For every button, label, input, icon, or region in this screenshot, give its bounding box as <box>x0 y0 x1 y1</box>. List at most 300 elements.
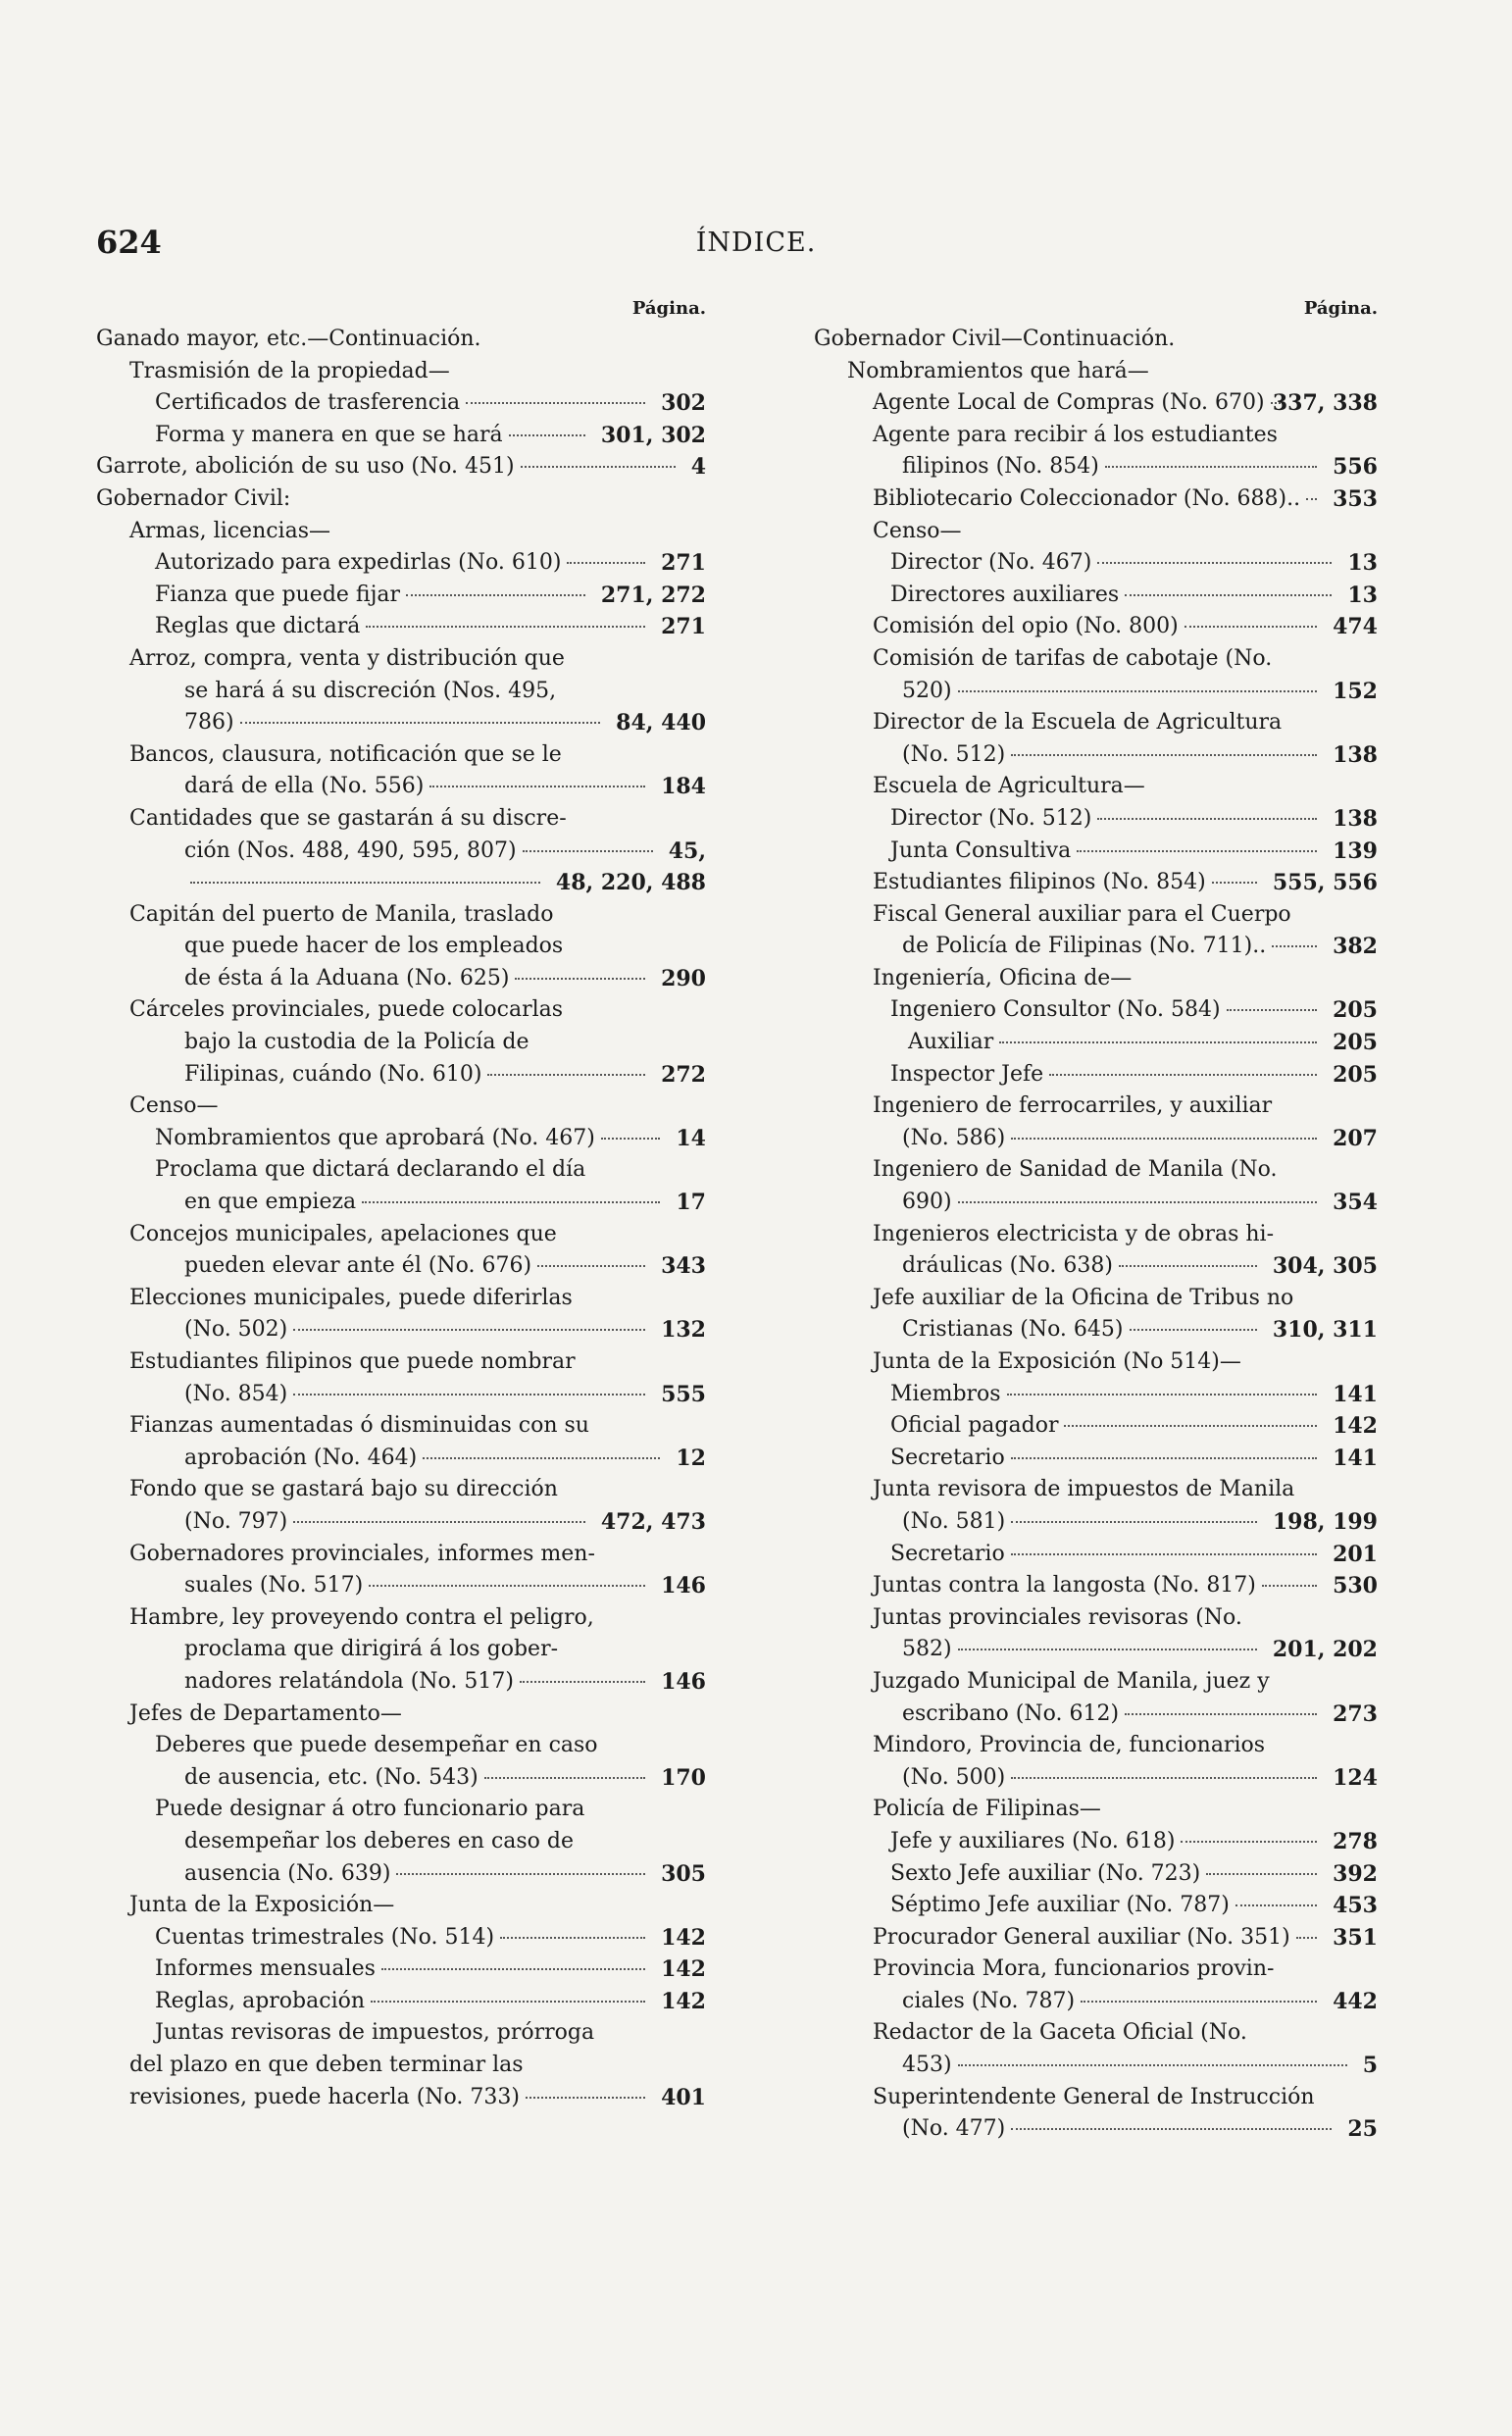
leader-dots <box>1262 1585 1317 1587</box>
entry-text: bajo la custodia de la Policía de <box>184 1030 529 1055</box>
entry-text: Fianza que puede fijar <box>155 582 401 607</box>
index-entry <box>96 1539 706 1571</box>
index-entry <box>814 324 1378 356</box>
entry-text: desempeñar los deberes en caso de <box>184 1828 575 1853</box>
page-reference: 453 <box>1333 1893 1378 1919</box>
index-entry <box>814 356 1378 388</box>
leader-dots <box>1181 1841 1317 1843</box>
entry-text: Director de la Escuela de Agricultura <box>873 710 1283 736</box>
entry-text: 453) <box>902 2053 952 2078</box>
column-head-label: Página. <box>1303 298 1378 319</box>
entry-text: Arroz, compra, venta y distribución que <box>129 645 565 671</box>
leader-dots <box>567 562 645 564</box>
page-reference: 138 <box>1333 805 1378 832</box>
entry-text: Agente Local de Compras (No. 670) <box>873 390 1265 416</box>
page-reference: 184 <box>661 774 706 800</box>
page-reference: 343 <box>661 1253 706 1280</box>
entry-text: Jefes de Departamento— <box>129 1700 402 1726</box>
entry-text: Armas, licencias— <box>129 518 331 543</box>
index-entry <box>814 1634 1378 1666</box>
page-reference: 146 <box>661 1668 706 1695</box>
entry-text: suales (No. 517) <box>184 1573 364 1599</box>
leader-dots <box>293 1394 645 1396</box>
entry-text: Censo— <box>873 518 962 543</box>
leader-dots <box>1081 2001 1317 2003</box>
index-entry <box>814 643 1378 676</box>
index-entry <box>814 1346 1378 1379</box>
entry-text: Ganado mayor, etc.—Continuación. <box>96 327 481 351</box>
page-reference: 555 <box>661 1381 706 1407</box>
entry-text: aprobación (No. 464) <box>184 1445 418 1470</box>
index-entry <box>96 1187 706 1219</box>
leader-dots <box>1011 1521 1257 1523</box>
page-reference: 146 <box>661 1573 706 1599</box>
entry-text: Gobernadores provinciales, informes men- <box>129 1541 595 1566</box>
entry-text: de Policía de Filipinas (No. 711).. <box>902 934 1267 959</box>
index-entry <box>96 611 706 643</box>
entry-text: Superintendente General de Instrucción <box>873 2084 1315 2109</box>
index-entry <box>814 611 1378 643</box>
leader-dots <box>1212 882 1257 884</box>
index-entry <box>96 899 706 932</box>
leader-dots <box>1125 1713 1317 1715</box>
index-entry <box>96 1474 706 1506</box>
entry-text: Estudiantes filipinos (No. 854) <box>873 870 1206 895</box>
entry-text: proclama que dirigirá á los gober- <box>184 1637 559 1662</box>
index-entry <box>96 1154 706 1187</box>
index-entry <box>96 324 706 356</box>
leader-dots <box>1235 1904 1317 1906</box>
page-reference: 201 <box>1333 1541 1378 1567</box>
entry-text: Junta revisora de impuestos de Manila <box>873 1477 1295 1502</box>
left-column <box>96 294 706 2113</box>
entry-text: del plazo en que deben terminar las <box>129 2053 524 2078</box>
index-entry <box>814 1858 1378 1891</box>
entry-text: Concejos municipales, apelaciones que <box>129 1221 557 1246</box>
page-reference: 273 <box>1333 1700 1378 1727</box>
page-reference: 142 <box>661 1956 706 1983</box>
leader-dots <box>1007 1394 1317 1396</box>
index-entry <box>814 963 1378 995</box>
entry-text: ausencia (No. 639) <box>184 1860 391 1886</box>
entry-text: Ingeniero de Sanidad de Manila (No. <box>873 1157 1278 1183</box>
entry-text: 520) <box>902 678 952 703</box>
entry-text: Provincia Mora, funcionarios provin- <box>873 1956 1275 1982</box>
entry-text: Directores auxiliares <box>890 582 1120 607</box>
index-entry <box>96 1890 706 1922</box>
leader-dots <box>1130 1329 1257 1331</box>
page-reference: 14 <box>676 1125 706 1151</box>
entry-text: (No. 512) <box>902 741 1006 767</box>
leader-dots <box>1105 466 1317 468</box>
leader-dots <box>958 1649 1257 1650</box>
index-entry <box>814 1602 1378 1635</box>
leader-dots <box>958 690 1317 692</box>
page-reference: 271 <box>661 550 706 577</box>
leader-dots <box>1306 498 1317 500</box>
leader-dots <box>1184 626 1317 628</box>
entry-text: Junta de la Exposición— <box>129 1893 395 1918</box>
index-entry <box>814 387 1378 420</box>
entry-text: Certificados de trasferencia <box>155 390 461 416</box>
page-reference: 304, 305 <box>1272 1253 1378 1280</box>
page-reference: 290 <box>661 965 706 991</box>
entry-text: Fondo que se gastará bajo su dirección <box>129 1477 558 1502</box>
entry-text: (No. 586) <box>902 1125 1006 1150</box>
entry-text: Nombramientos que hará— <box>847 358 1149 383</box>
index-entry <box>96 771 706 803</box>
entry-text: Ingeniería, Oficina de— <box>873 965 1133 990</box>
entry-text: Comisión de tarifas de cabotaje (No. <box>873 645 1273 671</box>
index-entry <box>814 1314 1378 1346</box>
index-entry <box>96 836 706 868</box>
entry-text: se hará á su discreción (Nos. 495, <box>184 678 557 703</box>
page-reference: 45, <box>668 837 706 864</box>
index-entry <box>814 516 1378 548</box>
index-entry <box>96 963 706 995</box>
index-entry <box>814 1570 1378 1602</box>
entry-text: Forma y manera en que se hará <box>155 422 503 447</box>
page-reference: 12 <box>676 1445 706 1471</box>
page-reference: 305 <box>661 1860 706 1887</box>
entry-text: 690) <box>902 1190 952 1215</box>
entry-text: (No. 797) <box>184 1508 288 1534</box>
leader-dots <box>509 434 585 436</box>
page-reference: 205 <box>1333 1030 1378 1056</box>
page-reference: 4 <box>690 454 706 481</box>
index-entry <box>96 867 706 899</box>
leader-dots <box>515 978 645 980</box>
index-entry <box>96 1826 706 1858</box>
page-reference: 124 <box>1333 1764 1378 1791</box>
index-entry <box>96 739 706 772</box>
index-entry <box>814 1890 1378 1922</box>
page-reference: 17 <box>676 1190 706 1216</box>
entry-text: de ausencia, etc. (No. 543) <box>184 1764 479 1790</box>
index-entry <box>814 1826 1378 1858</box>
index-entry <box>814 739 1378 772</box>
leader-dots <box>1011 1777 1317 1779</box>
index-entry <box>96 994 706 1027</box>
index-entry <box>96 516 706 548</box>
entry-text: Cárceles provinciales, puede colocarlas <box>129 997 564 1023</box>
entry-text: (No. 854) <box>184 1381 288 1406</box>
entry-text: en que empieza <box>184 1190 357 1215</box>
index-entry <box>814 931 1378 963</box>
entry-text: Bibliotecario Coleccionador (No. 688).. <box>873 485 1301 511</box>
leader-dots <box>423 1457 660 1459</box>
entry-text: Inspector Jefe <box>890 1061 1044 1087</box>
entry-text: Elecciones municipales, puede diferirlas <box>129 1285 573 1310</box>
leader-dots <box>381 1968 645 1970</box>
index-entry <box>814 451 1378 483</box>
entry-text: de ésta á la Aduana (No. 625) <box>184 965 510 990</box>
leader-dots <box>293 1329 645 1331</box>
index-entry <box>814 867 1378 899</box>
page-reference: 48, 220, 488 <box>555 870 706 896</box>
index-entry <box>814 2082 1378 2114</box>
index-entry <box>814 1059 1378 1091</box>
entry-text: Fianzas aumentadas ó disminuidas con su <box>129 1413 589 1439</box>
leader-dots <box>1227 1009 1317 1011</box>
page-reference: 278 <box>1333 1828 1378 1854</box>
index-entry <box>814 994 1378 1027</box>
leader-dots <box>601 1138 660 1140</box>
index-entry <box>96 451 706 483</box>
entry-text: Policía de Filipinas— <box>873 1797 1101 1822</box>
leader-dots <box>1097 818 1317 820</box>
page-reference: 354 <box>1333 1190 1378 1216</box>
page-reference: 201, 202 <box>1272 1637 1378 1663</box>
leader-dots <box>487 1074 645 1076</box>
leader-dots <box>537 1265 645 1267</box>
index-entry <box>96 580 706 612</box>
page-reference: 272 <box>661 1061 706 1088</box>
leader-dots <box>1097 562 1332 564</box>
entry-text: dará de ella (No. 556) <box>184 774 425 799</box>
page-reference: 271 <box>661 614 706 640</box>
index-entry <box>96 1954 706 1986</box>
index-entry <box>814 1986 1378 2018</box>
index-entry <box>814 1762 1378 1795</box>
index-entry <box>814 1187 1378 1219</box>
page-reference: 198, 199 <box>1272 1508 1378 1535</box>
index-entry <box>814 1283 1378 1315</box>
entry-text: Auxiliar <box>908 1030 994 1055</box>
page-reference: 207 <box>1333 1125 1378 1151</box>
index-entry <box>96 387 706 420</box>
index-entry <box>96 803 706 836</box>
index-entry <box>96 1314 706 1346</box>
entry-text: Puede designar á otro funcionario para <box>155 1797 585 1822</box>
entry-text: escribano (No. 612) <box>902 1700 1120 1726</box>
page-reference: 353 <box>1333 485 1378 512</box>
leader-dots <box>1011 2128 1332 2130</box>
page-reference: 139 <box>1333 837 1378 864</box>
entry-text: (No. 502) <box>184 1317 288 1343</box>
leader-dots <box>396 1873 645 1875</box>
index-entry <box>814 1219 1378 1251</box>
index-entry <box>814 676 1378 708</box>
entry-text: Mindoro, Provincia de, funcionarios <box>873 1733 1266 1758</box>
index-entry <box>96 1666 706 1699</box>
page-reference: 141 <box>1333 1445 1378 1471</box>
entry-text: Capitán del puerto de Manila, traslado <box>129 901 554 927</box>
page-number: 624 <box>96 224 162 261</box>
index-entry <box>96 2017 706 2050</box>
entry-text: Jefe auxiliar de la Oficina de Tribus no <box>873 1285 1294 1310</box>
entry-text: Séptimo Jefe auxiliar (No. 787) <box>890 1893 1230 1918</box>
index-entry <box>814 2050 1378 2082</box>
index-entry <box>814 1666 1378 1699</box>
entry-text: (No. 500) <box>902 1764 1006 1790</box>
entry-text: 582) <box>902 1637 952 1662</box>
index-entry <box>96 643 706 676</box>
index-entry <box>814 483 1378 516</box>
index-entry <box>814 1379 1378 1411</box>
page-reference: 5 <box>1362 2053 1378 2079</box>
entry-text: Secretario <box>890 1541 1005 1566</box>
index-entry <box>814 1954 1378 1986</box>
index-entry <box>96 1570 706 1602</box>
entry-text: Autorizado para expedirlas (No. 610) <box>155 550 562 576</box>
entry-text: Ingenieros electricista y de obras hi- <box>873 1221 1275 1246</box>
index-entries <box>96 324 706 2113</box>
page-reference: 13 <box>1347 550 1378 577</box>
entry-text: Juntas revisoras de impuestos, prórroga <box>155 2020 595 2046</box>
entry-text: Procurador General auxiliar (No. 351) <box>873 1924 1290 1950</box>
entry-text: que puede hacer de los empleados <box>184 934 564 959</box>
entry-text: Garrote, abolición de su uso (No. 451) <box>96 454 515 480</box>
entry-text: Deberes que puede desempeñar en caso <box>155 1733 598 1758</box>
leader-dots <box>1011 1138 1317 1140</box>
leader-dots <box>999 1041 1317 1043</box>
leader-dots <box>958 2064 1347 2066</box>
index-entry <box>96 1410 706 1443</box>
entry-text: Oficial pagador <box>890 1413 1059 1439</box>
leader-dots <box>526 2097 645 2099</box>
entry-text: Secretario <box>890 1445 1005 1470</box>
index-entry <box>96 1443 706 1475</box>
index-entry <box>96 1858 706 1891</box>
page-reference: 142 <box>1333 1413 1378 1440</box>
page-reference: 392 <box>1333 1860 1378 1887</box>
leader-dots <box>1272 945 1317 947</box>
entry-text: Bancos, clausura, notificación que se le <box>129 741 562 767</box>
index-entry <box>814 1539 1378 1571</box>
entry-text: Sexto Jefe auxiliar (No. 723) <box>890 1860 1201 1886</box>
page-reference: 474 <box>1333 614 1378 640</box>
index-entry <box>814 836 1378 868</box>
leader-dots <box>1125 594 1332 596</box>
entry-text: Comisión del opio (No. 800) <box>873 614 1179 639</box>
entry-text: filipinos (No. 854) <box>902 454 1099 480</box>
page-reference: 401 <box>661 2084 706 2110</box>
leader-dots <box>500 1937 645 1939</box>
leader-dots <box>958 1201 1317 1203</box>
index-entry <box>96 1922 706 1954</box>
entry-text: Junta de la Exposición (No 514)— <box>873 1349 1241 1374</box>
index-entry <box>814 803 1378 836</box>
entry-text: Ingeniero de ferrocarriles, y auxiliar <box>873 1093 1273 1119</box>
leader-dots <box>406 594 585 596</box>
page-reference: 25 <box>1347 2116 1378 2143</box>
index-entry <box>814 1410 1378 1443</box>
entry-text: Informes mensuales <box>155 1956 376 1982</box>
entry-text: Gobernador Civil—Continuación. <box>814 327 1176 351</box>
index-entry <box>814 1027 1378 1059</box>
leader-dots <box>1077 850 1317 852</box>
index-entry <box>96 1794 706 1826</box>
index-entry <box>814 1154 1378 1187</box>
index-entry <box>814 1730 1378 1762</box>
entry-text: ciales (No. 787) <box>902 1988 1076 2013</box>
entry-text: Escuela de Agricultura— <box>873 774 1145 799</box>
index-entry <box>814 1794 1378 1826</box>
page-reference: 13 <box>1347 582 1378 608</box>
index-entry <box>814 899 1378 932</box>
right-column <box>814 294 1378 2146</box>
entry-text: 786) <box>184 710 234 736</box>
index-entry <box>814 707 1378 739</box>
page-reference: 337, 338 <box>1272 390 1378 417</box>
page-reference: 141 <box>1333 1381 1378 1407</box>
entry-text: Juzgado Municipal de Manila, juez y <box>873 1668 1270 1694</box>
index-entry <box>96 1699 706 1731</box>
index-entry <box>814 1922 1378 1954</box>
index-entry <box>814 420 1378 452</box>
index-entry <box>96 1091 706 1123</box>
page-reference: 132 <box>661 1317 706 1344</box>
index-entry <box>96 707 706 739</box>
page-reference: 271, 272 <box>600 582 706 608</box>
page-reference: 205 <box>1333 997 1378 1024</box>
index-entry <box>814 1123 1378 1155</box>
leader-dots <box>371 2001 645 2003</box>
leader-dots <box>466 402 645 404</box>
entry-text: pueden elevar ante él (No. 676) <box>184 1253 532 1279</box>
entry-text: Juntas contra la langosta (No. 817) <box>873 1573 1256 1599</box>
page-reference: 142 <box>661 1988 706 2014</box>
leader-dots <box>362 1201 660 1203</box>
index-entry <box>814 547 1378 580</box>
entry-text: Nombramientos que aprobará (No. 467) <box>155 1125 595 1150</box>
index-entry <box>96 1123 706 1155</box>
index-entry <box>96 1730 706 1762</box>
index-entry <box>96 420 706 452</box>
leader-dots <box>366 626 645 628</box>
index-entry <box>96 931 706 963</box>
leader-dots <box>190 882 540 884</box>
entry-text: revisiones, puede hacerla (No. 733) <box>129 2084 520 2109</box>
entry-text: Miembros <box>890 1381 1001 1406</box>
index-entry <box>814 2017 1378 2050</box>
leader-dots <box>1011 1457 1317 1459</box>
entry-text: Director (No. 467) <box>890 550 1092 576</box>
index-entry <box>96 1059 706 1091</box>
page-reference: 351 <box>1333 1924 1378 1951</box>
index-entry <box>96 1634 706 1666</box>
entry-text: dráulicas (No. 638) <box>902 1253 1113 1279</box>
page-reference: 205 <box>1333 1061 1378 1088</box>
page-reference: 555, 556 <box>1272 870 1378 896</box>
column-head-label: Página. <box>631 298 706 319</box>
page-reference: 442 <box>1333 1988 1378 2014</box>
index-entry <box>96 1283 706 1315</box>
page-reference: 556 <box>1333 454 1378 481</box>
leader-dots <box>1011 754 1317 756</box>
entry-text: Gobernador Civil: <box>96 485 291 511</box>
entry-text: ción (Nos. 488, 490, 595, 807) <box>184 837 517 863</box>
leader-dots <box>429 786 645 787</box>
entry-text: Ingeniero Consultor (No. 584) <box>890 997 1221 1023</box>
index-entry <box>96 676 706 708</box>
index-entry <box>814 1443 1378 1475</box>
index-entry <box>96 1379 706 1411</box>
page-reference: 301, 302 <box>600 422 706 448</box>
page-header <box>96 224 1416 273</box>
leader-dots <box>523 850 653 852</box>
index-entry <box>96 1506 706 1539</box>
entry-text: Proclama que dictará declarando el día <box>155 1157 586 1183</box>
page-reference: 302 <box>661 390 706 417</box>
entry-text: Junta Consultiva <box>890 837 1072 863</box>
index-entry <box>814 580 1378 612</box>
entry-text: Redactor de la Gaceta Oficial (No. <box>873 2020 1247 2046</box>
page-reference: 382 <box>1333 934 1378 960</box>
page-reference: 142 <box>661 1924 706 1951</box>
entry-text: Director (No. 512) <box>890 805 1092 831</box>
